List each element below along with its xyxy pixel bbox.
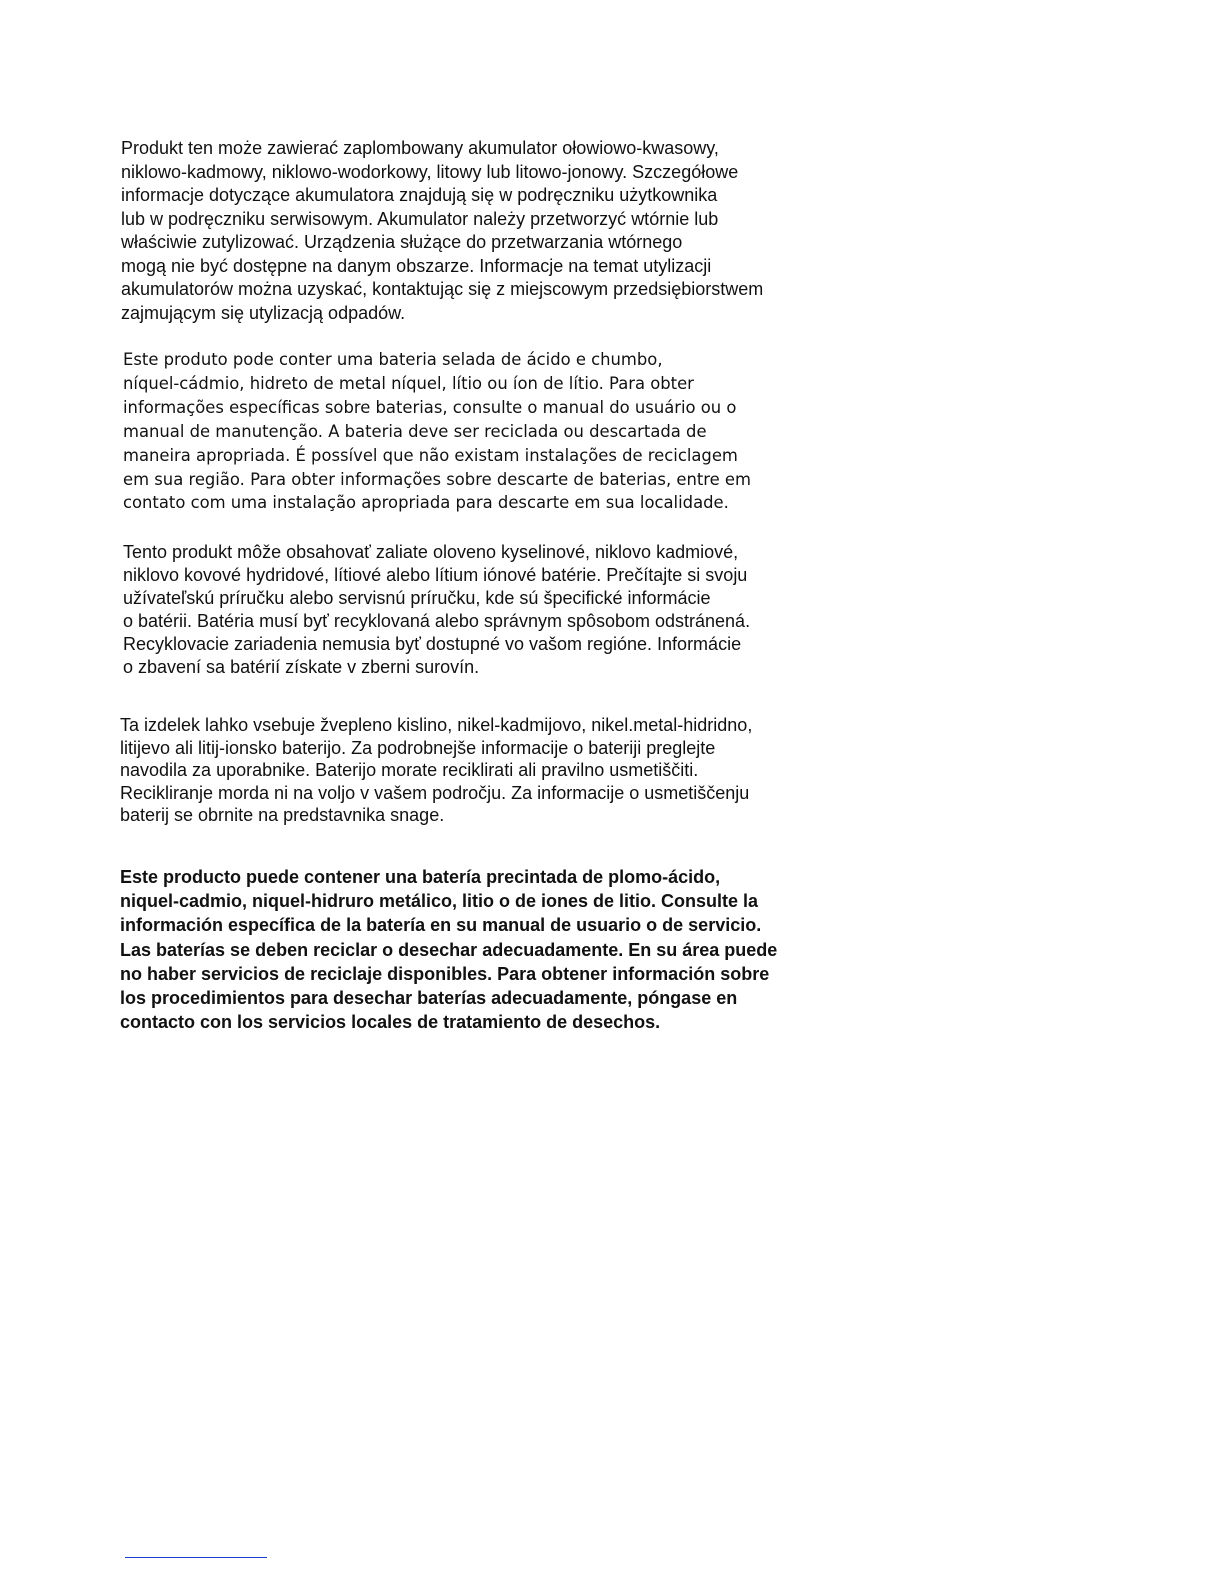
text-line: Este producto puede contener una batería precintada de plomo-ácido, — [120, 867, 721, 887]
text-line: em sua região. Para obter informações sobre descarte de baterias, entre em — [123, 469, 751, 489]
text-line: litijevo ali litij-ionsko baterijo. Za podrobnejše informacije o bateriji preglejte — [120, 737, 716, 758]
text-line: Las baterías se deben reciclar o desechar adecuadamente. En su área puede — [120, 939, 778, 960]
text-line: užívateľskú príručku alebo servisnú príručku, kde sú špecifické informácie — [123, 588, 711, 608]
text-line: Este produto pode conter uma bateria selada de ácido e chumbo, — [123, 350, 663, 369]
text-line: zajmującym się utylizacją odpadów. — [121, 302, 406, 323]
text-line: lub w podręczniku serwisowym. Akumulator należy przetworzyć wtórnie lub — [121, 208, 719, 229]
paragraph-portuguese — [123, 348, 751, 515]
text-line: Tento produkt môže obsahovať zaliate oloveno kyselinové, niklovo kadmiové, — [123, 542, 739, 562]
text-line: właściwie zutylizować. Urządzenia służące do przetwarzania wtórnego — [121, 232, 683, 252]
text-line: o zbavení sa batérií získate v zberni surovín. — [123, 657, 480, 677]
paragraph-slovak — [123, 541, 750, 679]
text-line: Produkt ten może zawierać zaplombowany akumulator ołowiowo-kwasowy, — [121, 138, 719, 158]
text-line: los procedimientos para desechar baterías adecuadamente, póngase en — [120, 988, 738, 1009]
text-line: maneira apropriada. É possível que não existam instalações de reciclagem — [123, 445, 738, 465]
footer-divider — [125, 1557, 267, 1558]
text-line: niklowo-kadmowy, niklowo-wodorkowy, litowy lub litowo-jonowy. Szczegółowe — [121, 161, 739, 182]
text-line: baterij se obrnite na predstavnika snage. — [120, 805, 445, 826]
paragraph-spanish — [120, 865, 777, 1034]
text-line: niquel-cadmio, niquel-hidruro metálico, litio o de iones de litio. Consulte la — [120, 891, 759, 912]
paragraph-polish — [121, 137, 763, 325]
text-line: niklovo kovové hydridové, lítiové alebo lítium iónové batérie. Prečítajte si svoju — [123, 565, 748, 585]
text-line: contato com uma instalação apropriada para descarte em sua localidade. — [123, 493, 729, 513]
paragraph-slovenian — [120, 714, 752, 827]
text-line: akumulatorów można uzyskać, kontaktując się z miejscowym przedsiębiorstwem — [121, 279, 764, 299]
text-line: o batérii. Batéria musí byť recyklovaná alebo správnym spôsobom odstránená. — [123, 611, 751, 631]
text-line: Ta izdelek lahko vsebuje žvepleno kislino, nikel-kadmijovo, nikel.metal-hidridno, — [120, 715, 753, 735]
text-line: Recyklovacie zariadenia nemusia byť dostupné vo vašom regióne. Informácie — [123, 634, 742, 654]
text-line: no haber servicios de reciclaje disponibles. Para obtener información sobre — [120, 963, 770, 984]
text-line: navodila za uporabnike. Baterijo morate reciklirati ali pravilno usmetiščiti. — [120, 760, 699, 781]
text-line: Recikliranje morda ni na voljo v vašem področju. Za informacije o usmetiščenju — [120, 782, 750, 803]
text-line: níquel-cádmio, hidreto de metal níquel, lítio ou íon de lítio. Para obter — [123, 373, 694, 393]
text-line: informacje dotyczące akumulatora znajdują się w podręczniku użytkownika — [121, 185, 718, 205]
text-line: información específica de la batería en su manual de usuario o de servicio. — [120, 915, 762, 936]
text-line: mogą nie być dostępne na danym obszarze. Informacje na temat utylizacji — [121, 255, 712, 276]
text-line: manual de manutenção. A bateria deve ser reciclada ou descartada de — [123, 421, 707, 441]
text-line: informações específicas sobre baterias, consulte o manual do usuário ou o — [123, 397, 737, 417]
text-line: contacto con los servicios locales de tratamiento de desechos. — [120, 1012, 661, 1033]
